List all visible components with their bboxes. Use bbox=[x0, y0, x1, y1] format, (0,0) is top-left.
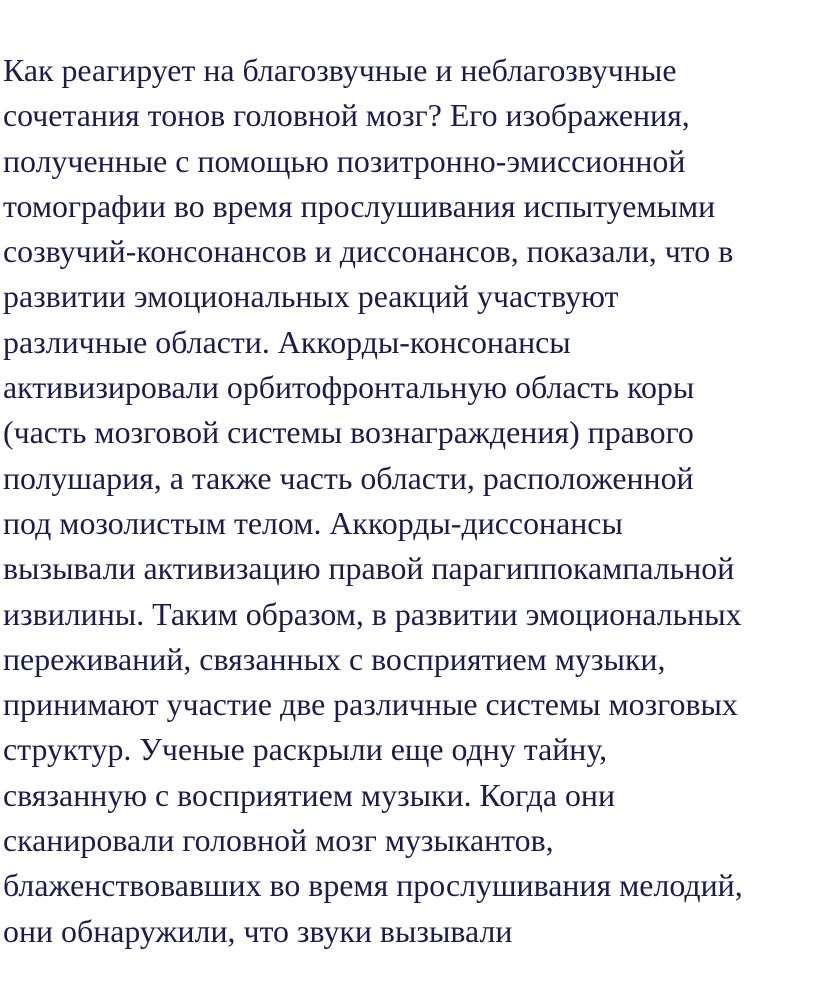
text-line: под мозолистым телом. Аккорды-диссонансы bbox=[3, 504, 623, 541]
text-line: структур. Ученые раскрыли еще одну тайну, bbox=[3, 731, 608, 768]
text-line: Как реагирует на благозвучные и неблагозвучные bbox=[3, 52, 677, 88]
text-line: извилины. Таким образом, в развитии эмоциональных bbox=[3, 595, 742, 632]
text-line: различные области. Аккорды-консонансы bbox=[3, 323, 571, 360]
text-line: связанную с восприятием музыки. Когда они bbox=[3, 776, 616, 813]
text-line: развитии эмоциональных реакций участвуют bbox=[3, 278, 619, 315]
text-line: вызывали активизацию правой парагиппокампальной bbox=[3, 550, 735, 587]
text-line: полученные с помощью позитронно-эмиссионной bbox=[3, 142, 686, 179]
body-paragraph bbox=[3, 48, 816, 954]
text-line: сочетания тонов головной мозг? Его изображения, bbox=[3, 97, 690, 134]
text-line: сканировали головной мозг музыкантов, bbox=[3, 822, 554, 859]
text-line: созвучий-консонансов и диссонансов, показали, что в bbox=[3, 233, 734, 270]
text-line: (часть мозговой системы вознаграждения) правого bbox=[3, 414, 694, 451]
text-line: принимают участие две различные системы мозговых bbox=[3, 686, 738, 723]
text-line: активизировали орбитофронтальную область коры bbox=[3, 369, 695, 406]
text-line: полушария, а также часть области, расположенной bbox=[3, 459, 694, 496]
text-line: томографии во время прослушивания испытуемыми bbox=[3, 187, 716, 224]
text-line: переживаний, связанных с восприятием музыки, bbox=[3, 640, 666, 677]
text-line: блаженствовавших во время прослушивания мелодий, bbox=[3, 867, 743, 904]
text-line: они обнаружили, что звуки вызывали bbox=[3, 912, 513, 949]
